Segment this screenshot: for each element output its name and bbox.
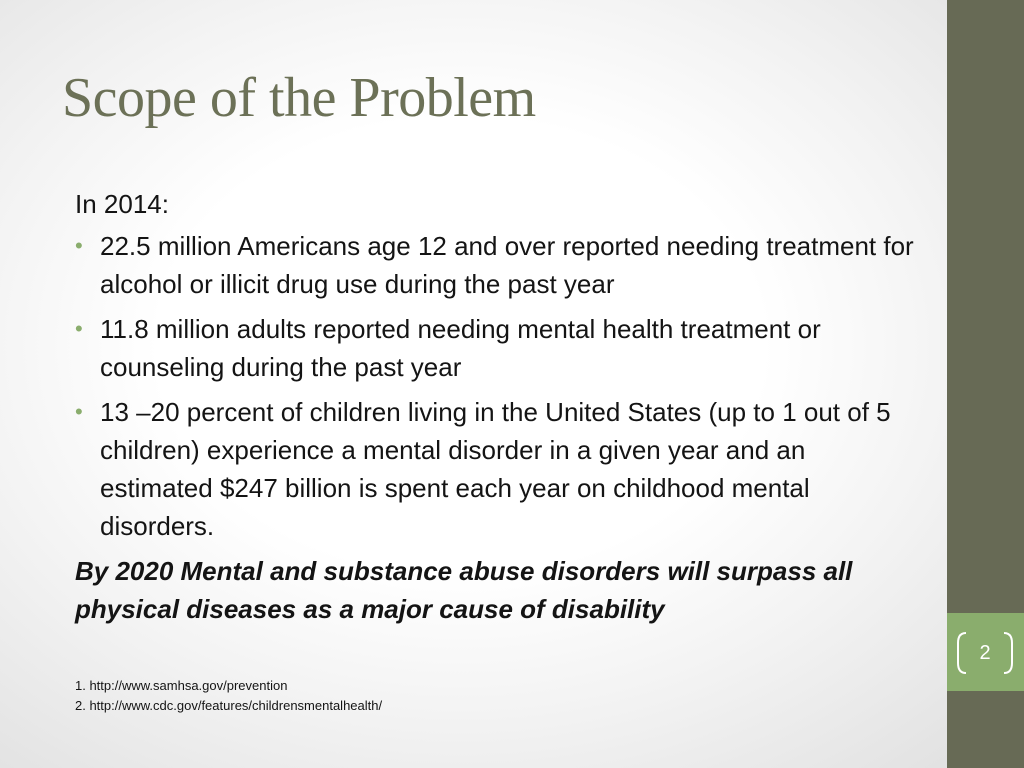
reference-link[interactable]: 1. http://www.samhsa.gov/prevention — [75, 678, 288, 693]
intro-text: In 2014: — [75, 189, 169, 219]
bullet-text: 11.8 million adults reported needing mental health treatment or counseling during the past year — [100, 314, 821, 382]
reference-link[interactable]: 2. http://www.cdc.gov/features/childrensmentalhealth/ — [75, 698, 383, 713]
slide-title: Scope of the Problem — [62, 67, 536, 129]
emphasis-statement: By 2020 Mental and substance abuse disorders will surpass all physical diseases as a major cause of disability — [75, 556, 853, 624]
references — [75, 676, 382, 716]
page-number-box — [947, 613, 1024, 691]
bullet-text: 13 –20 percent of children living in the United States (up to 1 out of 5 children) experience a mental disorder in a given year and an estimated $247 billion is spent each year on childhood mental disorders. — [100, 397, 891, 541]
slide-body — [75, 185, 915, 628]
bullet-item — [75, 393, 915, 545]
page-number: 2 — [979, 642, 991, 664]
bullet-item — [75, 310, 915, 386]
bullet-icon: • — [75, 316, 83, 341]
bullet-icon: • — [75, 233, 83, 258]
bullet-icon: • — [75, 399, 83, 424]
bullet-text: 22.5 million Americans age 12 and over reported needing treatment for alcohol or illicit drug use during the past year — [100, 231, 914, 299]
page-number-frame — [956, 631, 1014, 675]
bullet-list — [75, 227, 915, 545]
bullet-item — [75, 227, 915, 303]
